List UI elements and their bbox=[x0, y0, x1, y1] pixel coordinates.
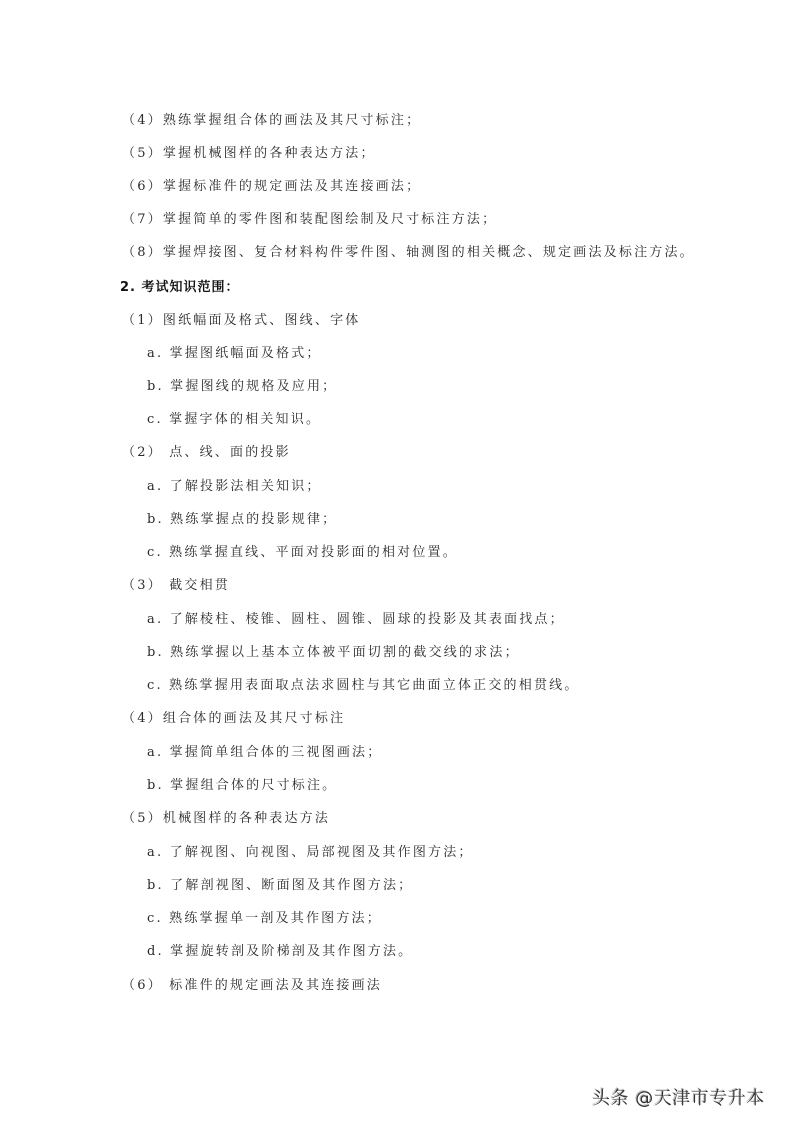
topic-3-item-a: a. 了解棱柱、棱锥、圆柱、圆锥、圆球的投影及其表面找点； bbox=[147, 612, 565, 627]
topic-title-6: （6） 标准件的规定画法及其连接画法 bbox=[122, 978, 383, 993]
topic-4-item-a: a. 掌握简单组合体的三视图画法； bbox=[147, 745, 383, 760]
objective-item-7: （7）掌握简单的零件图和装配图绘制及尺寸标注方法； bbox=[122, 212, 498, 227]
topic-5-item-c: c. 熟练掌握单一剖及其作图方法； bbox=[147, 911, 382, 926]
topic-1-item-c: c. 掌握字体的相关知识。 bbox=[147, 412, 322, 427]
topic-title-1: （1）图纸幅面及格式、图线、字体 bbox=[122, 313, 361, 328]
topic-5-item-a: a. 了解视图、向视图、局部视图及其作图方法； bbox=[147, 845, 474, 860]
watermark: 头条 @天津市专升本 bbox=[592, 1088, 765, 1109]
topic-title-2: （2） 点、线、面的投影 bbox=[122, 445, 291, 460]
topic-2-item-b: b. 熟练掌握点的投影规律； bbox=[147, 512, 338, 527]
objective-item-5: （5）掌握机械图样的各种表达方法； bbox=[122, 146, 376, 161]
topic-2-item-c: c. 熟练掌握直线、平面对投影面的相对位置。 bbox=[147, 545, 458, 560]
topic-4-item-b: b. 掌握组合体的尺寸标注。 bbox=[147, 778, 338, 793]
objective-item-8: （8）掌握焊接图、复合材料构件零件图、轴测图的相关概念、规定画法及标注方法。 bbox=[122, 245, 695, 260]
topic-title-5: （5）机械图样的各种表达方法 bbox=[122, 811, 331, 826]
topic-2-item-a: a. 了解投影法相关知识； bbox=[147, 479, 322, 494]
topic-3-item-b: b. 熟练掌握以上基本立体被平面切割的截交线的求法； bbox=[147, 645, 520, 660]
topic-1-item-b: b. 掌握图线的规格及应用； bbox=[147, 379, 338, 394]
topic-title-3: （3） 截交相贯 bbox=[122, 578, 231, 593]
section-heading-exam-scope: 2. 考试知识范围： bbox=[120, 280, 240, 295]
topic-5-item-b: b. 了解剖视图、断面图及其作图方法； bbox=[147, 878, 414, 893]
objective-item-4: （4）熟练掌握组合体的画法及其尺寸标注； bbox=[122, 113, 422, 128]
objective-item-6: （6）掌握标准件的规定画法及其连接画法； bbox=[122, 179, 422, 194]
topic-5-item-d: d. 掌握旋转剖及阶梯剖及其作图方法。 bbox=[147, 944, 414, 959]
topic-3-item-c: c. 熟练掌握用表面取点法求圆柱与其它曲面立体正交的相贯线。 bbox=[147, 678, 580, 693]
topic-title-4: （4）组合体的画法及其尺寸标注 bbox=[122, 711, 346, 726]
topic-1-item-a: a. 掌握图纸幅面及格式； bbox=[147, 346, 322, 361]
